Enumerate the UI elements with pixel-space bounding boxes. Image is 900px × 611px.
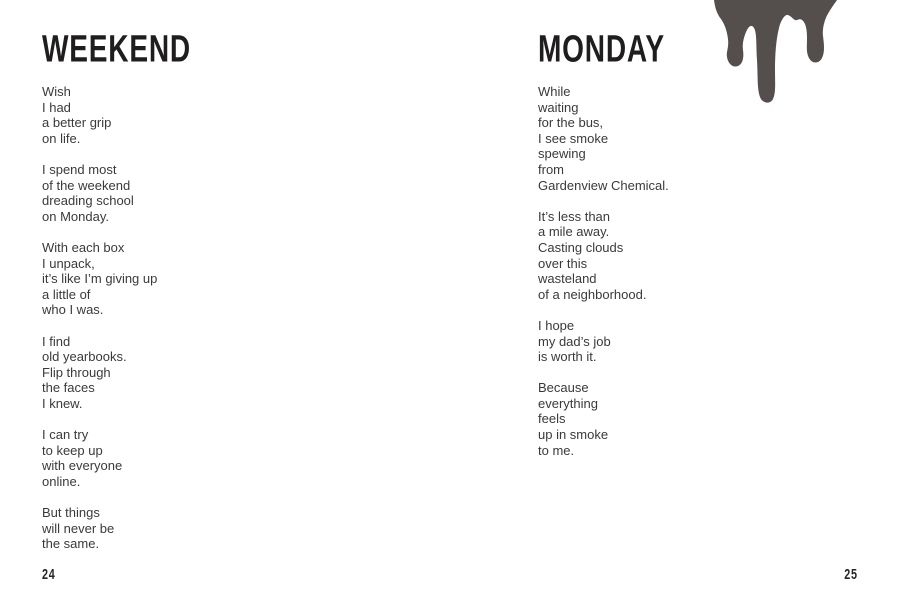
poem-line: to me. xyxy=(538,442,575,458)
poem-line: my dad’s job xyxy=(538,333,611,349)
poem-line: online. xyxy=(42,473,81,489)
poem-line: It’s less than xyxy=(538,208,611,224)
poem-line: I spend most xyxy=(42,161,117,177)
poem-line: a little of xyxy=(42,286,91,302)
poem-line: I hope xyxy=(538,317,575,333)
poem-line: Wish xyxy=(42,84,71,99)
poem-stanza xyxy=(42,505,157,552)
poem-line: the faces xyxy=(42,380,95,396)
poem-stanza xyxy=(538,318,669,365)
poem-line: Casting clouds xyxy=(538,239,624,255)
poem-stanza xyxy=(42,162,157,224)
poem-stanza xyxy=(42,334,157,412)
poem-line: wasteland xyxy=(538,271,597,287)
poem-line: from xyxy=(538,161,564,177)
poem-stanza xyxy=(538,380,669,458)
poem-line: I unpack, xyxy=(42,255,95,271)
poem-line: With each box xyxy=(42,239,125,255)
poem-line: old yearbooks. xyxy=(42,349,127,365)
poem-line: with everyone xyxy=(42,458,123,474)
poem-line: dreading school xyxy=(42,193,134,209)
poem-line: is worth it. xyxy=(538,349,597,365)
poem-line: Gardenview Chemical. xyxy=(538,177,669,193)
poem-line: to keep up xyxy=(42,442,103,458)
poem-line: of a neighborhood. xyxy=(538,286,647,302)
poem-line: over this xyxy=(538,255,588,271)
poem-line: on Monday. xyxy=(42,208,109,224)
poem-line: everything xyxy=(538,395,598,411)
poem-line: I can try xyxy=(42,427,89,443)
page-right xyxy=(450,0,900,611)
poem-line: I had xyxy=(42,99,71,115)
poem-stanza xyxy=(42,84,157,146)
poem-line: I knew. xyxy=(42,395,83,411)
poem-monday xyxy=(538,84,669,474)
poem-line: spewing xyxy=(538,146,586,162)
poem-line: up in smoke xyxy=(538,427,609,443)
poem-line: waiting xyxy=(538,99,579,115)
poem-line: it’s like I’m giving up xyxy=(42,271,158,287)
poem-line: who I was. xyxy=(42,302,104,318)
poem-title-monday: MONDAY xyxy=(538,26,665,70)
poem-line: feels xyxy=(538,411,566,427)
poem-line: for the bus, xyxy=(538,115,604,131)
poem-line: While xyxy=(538,84,571,99)
poem-line: a mile away. xyxy=(538,224,610,240)
poem-line: I find xyxy=(42,333,71,349)
poem-stanza xyxy=(538,84,669,193)
page-number-left: 24 xyxy=(42,566,56,583)
poem-line: I see smoke xyxy=(538,130,609,146)
poem-line: of the weekend xyxy=(42,177,131,193)
poem-stanza xyxy=(42,427,157,489)
poem-line: Because xyxy=(538,380,589,396)
poem-line: a better grip xyxy=(42,115,112,131)
poem-weekend xyxy=(42,84,157,567)
poem-line: Flip through xyxy=(42,364,111,380)
poem-stanza xyxy=(538,209,669,303)
poem-line: the same. xyxy=(42,536,100,552)
poem-line: will never be xyxy=(42,520,115,536)
poem-line: But things xyxy=(42,505,100,521)
page-number-right: 25 xyxy=(844,566,858,583)
poem-title-weekend: WEEKEND xyxy=(42,26,191,70)
poem-stanza xyxy=(42,240,157,318)
poem-line: on life. xyxy=(42,130,81,146)
